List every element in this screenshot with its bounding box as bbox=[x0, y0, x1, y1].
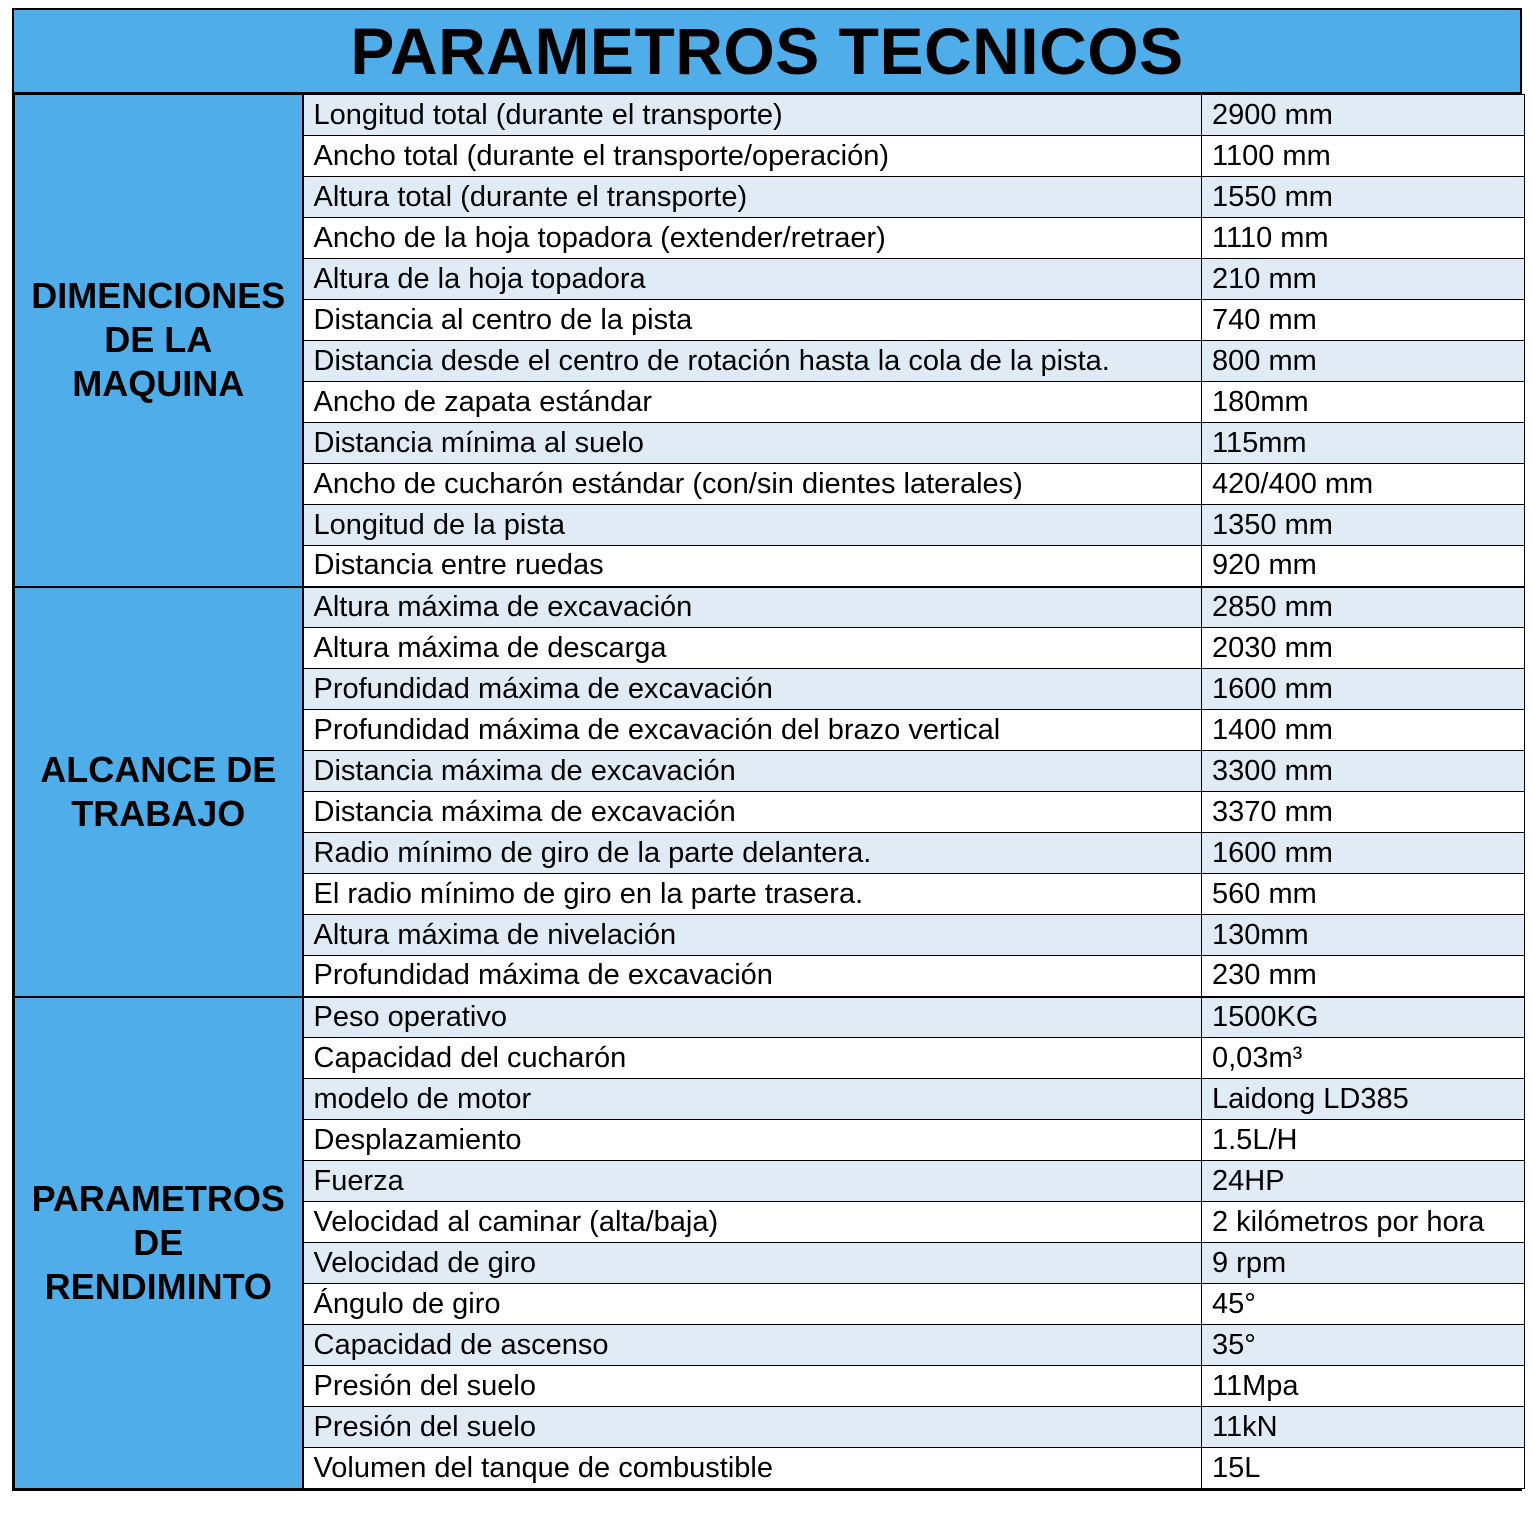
param-value: 3300 mm bbox=[1202, 751, 1525, 792]
param-value: 2850 mm bbox=[1202, 587, 1525, 628]
param-label: Ancho de cucharón estándar (con/sin dientes laterales) bbox=[303, 464, 1202, 505]
param-label: Altura máxima de excavación bbox=[303, 587, 1202, 628]
param-label: El radio mínimo de giro en la parte trasera. bbox=[303, 874, 1202, 915]
param-value: 3370 mm bbox=[1202, 792, 1525, 833]
param-label: Capacidad de ascenso bbox=[303, 1325, 1202, 1366]
table-row bbox=[15, 997, 1525, 1038]
param-value: 180mm bbox=[1202, 382, 1525, 423]
section-label: ALCANCE DE TRABAJO bbox=[15, 587, 303, 997]
section-label: DIMENCIONES DE LA MAQUINA bbox=[15, 95, 303, 587]
param-label: Velocidad al caminar (alta/baja) bbox=[303, 1202, 1202, 1243]
param-value: 1550 mm bbox=[1202, 177, 1525, 218]
param-label: Desplazamiento bbox=[303, 1120, 1202, 1161]
param-label: Distancia mínima al suelo bbox=[303, 423, 1202, 464]
param-label: Radio mínimo de giro de la parte delantera. bbox=[303, 833, 1202, 874]
param-value: 560 mm bbox=[1202, 874, 1525, 915]
param-label: Distancia máxima de excavación bbox=[303, 792, 1202, 833]
spec-sheet bbox=[12, 8, 1522, 1491]
param-value: 2 kilómetros por hora bbox=[1202, 1202, 1525, 1243]
param-value: 920 mm bbox=[1202, 546, 1525, 587]
param-label: Ancho de zapata estándar bbox=[303, 382, 1202, 423]
param-value: 24HP bbox=[1202, 1161, 1525, 1202]
param-label: Distancia entre ruedas bbox=[303, 546, 1202, 587]
spec-table-body bbox=[15, 95, 1525, 1489]
param-label: Profundidad máxima de excavación bbox=[303, 956, 1202, 997]
param-label: Profundidad máxima de excavación del brazo vertical bbox=[303, 710, 1202, 751]
param-label: Ancho total (durante el transporte/operación) bbox=[303, 136, 1202, 177]
param-label: Distancia al centro de la pista bbox=[303, 300, 1202, 341]
param-value: 1400 mm bbox=[1202, 710, 1525, 751]
param-label: Fuerza bbox=[303, 1161, 1202, 1202]
param-label: Altura de la hoja topadora bbox=[303, 259, 1202, 300]
param-label: Distancia máxima de excavación bbox=[303, 751, 1202, 792]
param-value: 230 mm bbox=[1202, 956, 1525, 997]
param-value: 1500KG bbox=[1202, 997, 1525, 1038]
param-value: 740 mm bbox=[1202, 300, 1525, 341]
param-label: Profundidad máxima de excavación bbox=[303, 669, 1202, 710]
param-label: Longitud total (durante el transporte) bbox=[303, 95, 1202, 136]
page-title: PARAMETROS TECNICOS bbox=[14, 10, 1520, 94]
param-value: 1600 mm bbox=[1202, 669, 1525, 710]
param-value: 1350 mm bbox=[1202, 505, 1525, 546]
section-label: PARAMETROS DE RENDIMINTO bbox=[15, 997, 303, 1489]
param-label: modelo de motor bbox=[303, 1079, 1202, 1120]
param-label: Altura máxima de descarga bbox=[303, 628, 1202, 669]
param-label: Longitud de la pista bbox=[303, 505, 1202, 546]
param-value: 1110 mm bbox=[1202, 218, 1525, 259]
param-value: 35° bbox=[1202, 1325, 1525, 1366]
param-value: 9 rpm bbox=[1202, 1243, 1525, 1284]
param-label: Peso operativo bbox=[303, 997, 1202, 1038]
param-value: Laidong LD385 bbox=[1202, 1079, 1525, 1120]
param-label: Distancia desde el centro de rotación hasta la cola de la pista. bbox=[303, 341, 1202, 382]
param-value: 15L bbox=[1202, 1448, 1525, 1489]
param-value: 210 mm bbox=[1202, 259, 1525, 300]
param-value: 2900 mm bbox=[1202, 95, 1525, 136]
table-row bbox=[15, 587, 1525, 628]
param-value: 130mm bbox=[1202, 915, 1525, 956]
param-label: Velocidad de giro bbox=[303, 1243, 1202, 1284]
param-value: 2030 mm bbox=[1202, 628, 1525, 669]
param-value: 1600 mm bbox=[1202, 833, 1525, 874]
param-label: Ancho de la hoja topadora (extender/retraer) bbox=[303, 218, 1202, 259]
param-value: 11Mpa bbox=[1202, 1366, 1525, 1407]
table-row bbox=[15, 95, 1525, 136]
param-label: Volumen del tanque de combustible bbox=[303, 1448, 1202, 1489]
spec-table bbox=[14, 94, 1525, 1489]
param-value: 0,03m³ bbox=[1202, 1038, 1525, 1079]
param-value: 420/400 mm bbox=[1202, 464, 1525, 505]
param-label: Altura máxima de nivelación bbox=[303, 915, 1202, 956]
param-label: Presión del suelo bbox=[303, 1407, 1202, 1448]
param-value: 115mm bbox=[1202, 423, 1525, 464]
param-value: 1100 mm bbox=[1202, 136, 1525, 177]
param-label: Ángulo de giro bbox=[303, 1284, 1202, 1325]
param-label: Capacidad del cucharón bbox=[303, 1038, 1202, 1079]
param-value: 45° bbox=[1202, 1284, 1525, 1325]
param-label: Altura total (durante el transporte) bbox=[303, 177, 1202, 218]
param-value: 1.5L/H bbox=[1202, 1120, 1525, 1161]
param-value: 800 mm bbox=[1202, 341, 1525, 382]
param-value: 11kN bbox=[1202, 1407, 1525, 1448]
param-label: Presión del suelo bbox=[303, 1366, 1202, 1407]
